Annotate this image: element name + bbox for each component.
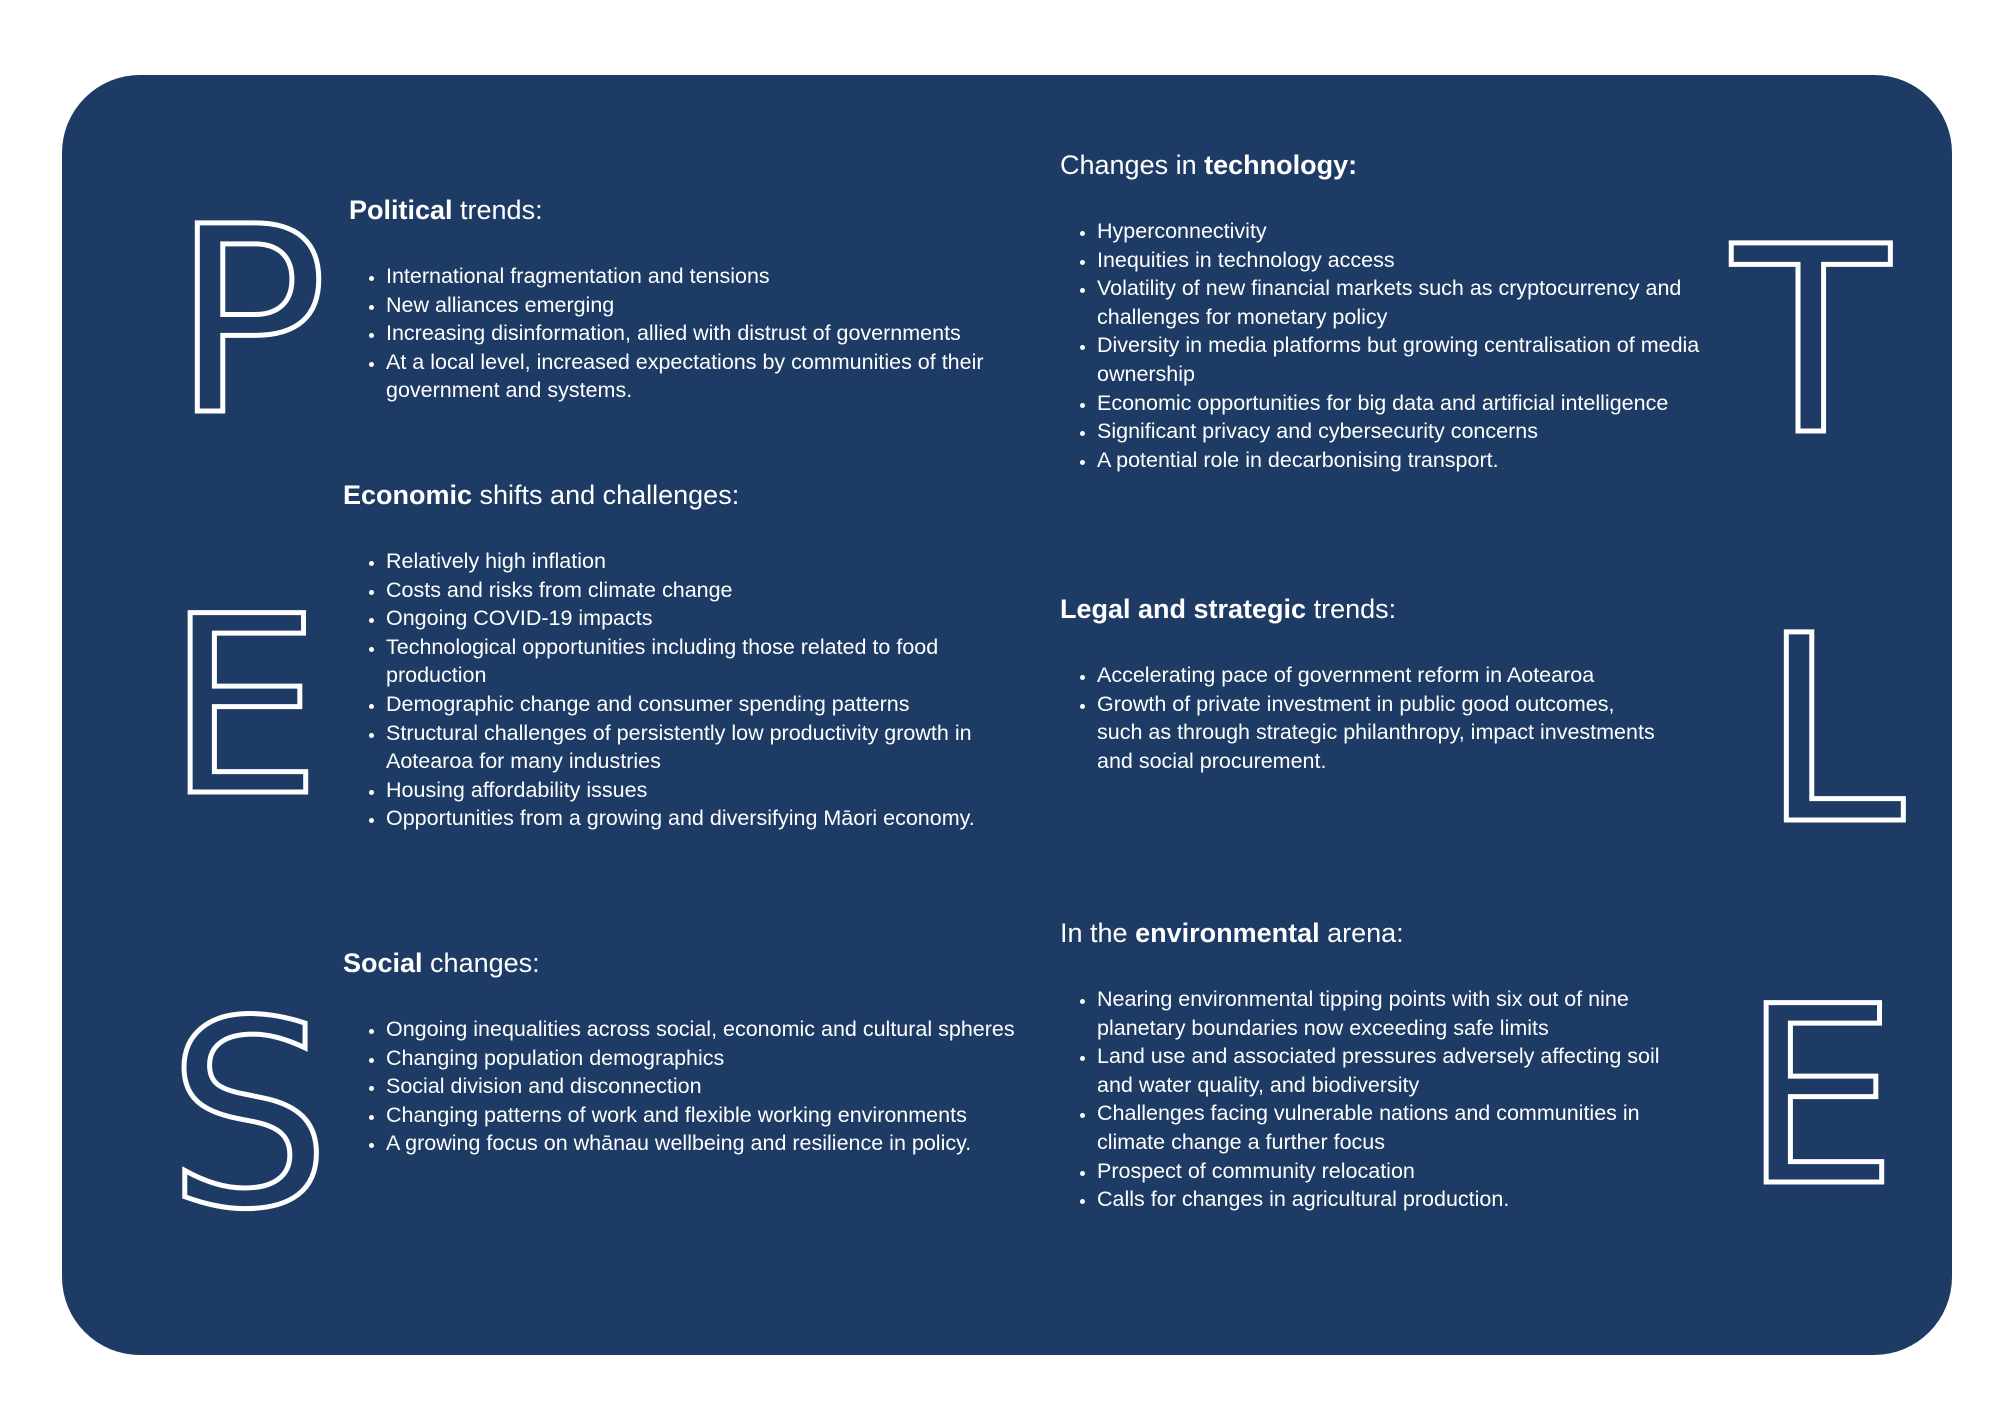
list-item: • Relatively high inflation <box>386 547 1033 576</box>
economic-heading <box>343 478 1033 513</box>
legal-section <box>1060 592 1660 775</box>
list-item: • Changing population demographics <box>386 1044 1043 1073</box>
technology-section <box>1060 148 1700 474</box>
list-item: • Challenges facing vulnerable nations and communities in climate change a further focus <box>1097 1099 1700 1156</box>
list-item: • Accelerating pace of government reform in Aotearoa <box>1097 661 1660 690</box>
pestle-panel <box>62 75 1952 1355</box>
economic-list <box>343 547 1033 833</box>
list-item: • Hyperconnectivity <box>1097 217 1700 246</box>
political-heading <box>349 193 1029 228</box>
economic-heading-bold: Economic <box>343 480 473 510</box>
social-section <box>343 946 1043 1158</box>
letter-l: L <box>1761 581 1905 881</box>
list-item: • Social division and disconnection <box>386 1072 1043 1101</box>
list-item: • Increasing disinformation, allied with distrust of governments <box>386 319 1029 348</box>
environmental-list <box>1060 985 1700 1214</box>
letter-p: P <box>172 172 328 472</box>
list-item: • Technological opportunities including those related to food production <box>386 633 1033 690</box>
list-item: • Changing patterns of work and flexible working environments <box>386 1101 1043 1130</box>
list-item: • Costs and risks from climate change <box>386 576 1033 605</box>
letter-e: E <box>166 565 322 851</box>
list-item: • Inequities in technology access <box>1097 246 1700 275</box>
environmental-heading <box>1060 916 1700 951</box>
political-section <box>349 193 1029 405</box>
list-item: • Housing affordability issues <box>386 776 1033 805</box>
list-item: • Prospect of community relocation <box>1097 1157 1700 1186</box>
letter-s: S <box>167 966 331 1266</box>
social-heading <box>343 946 1043 981</box>
social-heading-rest: changes: <box>422 948 540 978</box>
list-item: • Significant privacy and cybersecurity concerns <box>1097 417 1700 446</box>
political-heading-bold: Political <box>349 195 453 225</box>
environmental-heading-rest: arena: <box>1319 918 1404 948</box>
list-item: • Diversity in media platforms but growing centralisation of media ownership <box>1097 331 1700 388</box>
list-item: • Ongoing inequalities across social, economic and cultural spheres <box>386 1015 1043 1044</box>
list-item: • Growth of private investment in public good outcomes, such as through strategic philanthropy, impact investments and social procurement. <box>1097 690 1660 776</box>
technology-heading-bold: technology: <box>1204 150 1358 180</box>
letter-e2: E <box>1742 955 1898 1241</box>
list-item: • Ongoing COVID-19 impacts <box>386 604 1033 633</box>
legal-heading <box>1060 592 1660 627</box>
economic-heading-rest: shifts and challenges: <box>472 480 740 510</box>
list-item: • Land use and associated pressures adversely affecting soil and water quality, and biodiversity <box>1097 1042 1700 1099</box>
legal-heading-rest: trends: <box>1306 594 1397 624</box>
legal-list <box>1060 661 1660 775</box>
list-item: • Opportunities from a growing and diversifying Māori economy. <box>386 804 1033 833</box>
environmental-section <box>1060 916 1700 1214</box>
list-item: • Economic opportunities for big data and artificial intelligence <box>1097 389 1700 418</box>
list-item: • Volatility of new financial markets such as cryptocurrency and challenges for monetary policy <box>1097 274 1700 331</box>
technology-heading <box>1060 148 1700 183</box>
list-item: • Structural challenges of persistently low productivity growth in Aotearoa for many industries <box>386 719 1033 776</box>
list-item: • A potential role in decarbonising transport. <box>1097 446 1700 475</box>
list-item: • New alliances emerging <box>386 291 1029 320</box>
list-item: • A growing focus on whānau wellbeing and resilience in policy. <box>386 1129 1043 1158</box>
legal-heading-bold: Legal and strategic <box>1060 594 1307 624</box>
list-item: • International fragmentation and tensions <box>386 262 1029 291</box>
list-item: • At a local level, increased expectations by communities of their government and systems. <box>386 348 1029 405</box>
social-heading-bold: Social <box>343 948 423 978</box>
technology-list <box>1060 217 1700 474</box>
list-item: • Calls for changes in agricultural production. <box>1097 1185 1700 1214</box>
list-item: • Demographic change and consumer spending patterns <box>386 690 1033 719</box>
economic-section <box>343 478 1033 833</box>
list-item: • Nearing environmental tipping points with six out of nine planetary boundaries now exceeding safe limits <box>1097 985 1700 1042</box>
political-heading-rest: trends: <box>452 195 543 225</box>
social-list <box>343 1015 1043 1158</box>
environmental-heading-bold: environmental <box>1135 918 1320 948</box>
political-list <box>349 262 1029 405</box>
technology-heading-pre: Changes in <box>1060 150 1205 180</box>
letter-t: T <box>1732 192 1890 492</box>
environmental-heading-pre: In the <box>1060 918 1136 948</box>
